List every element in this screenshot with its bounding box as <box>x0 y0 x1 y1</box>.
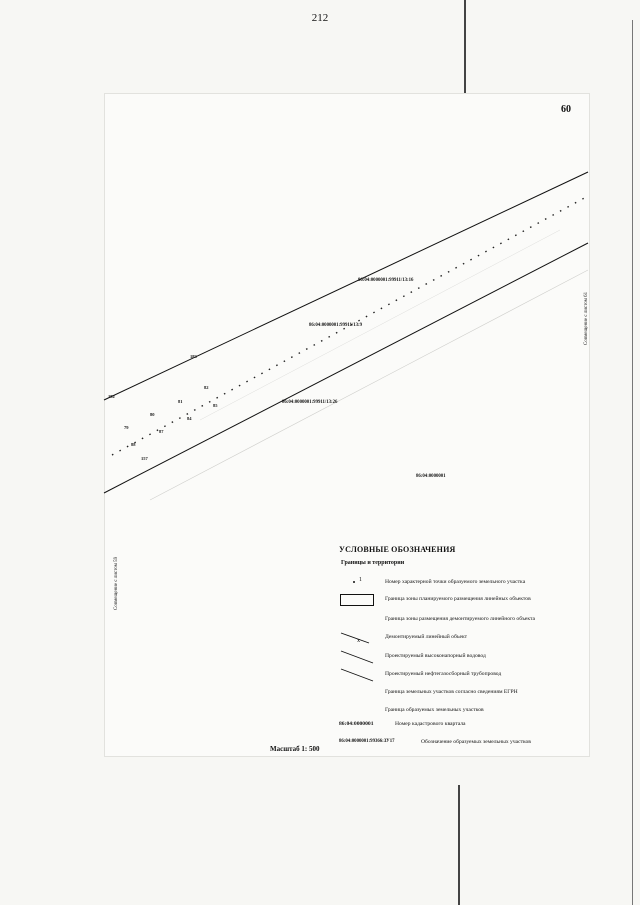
legend-item-label: Граница земельных участков согласно сведениям ЕГРН <box>385 689 518 695</box>
legend-item <box>339 703 579 719</box>
legend-item <box>339 721 579 737</box>
legend-title: УСЛОВНЫЕ ОБОЗНАЧЕНИЯ <box>339 545 456 554</box>
point-label: 182 <box>108 394 115 399</box>
legend-item-label: Граница образуемых земельных участков <box>385 707 484 713</box>
point-label: 80 <box>150 412 155 417</box>
svg-text:x: x <box>357 638 360 644</box>
cadastral-label: 86:04:0000001:99911/13:9 <box>309 323 363 328</box>
page-number: 212 <box>311 12 329 24</box>
point-label: 85 <box>213 403 218 408</box>
legend-item <box>339 630 579 646</box>
legend-item <box>339 649 579 665</box>
point-label: 87 <box>159 429 164 434</box>
point-label: 88 <box>131 442 136 447</box>
rectangle-boundary-icon <box>339 592 377 608</box>
dismantled-line-icon <box>339 630 377 646</box>
faint-parcel-line <box>150 270 588 500</box>
boundary-line-lower <box>104 243 588 493</box>
faint-parcel-line <box>200 230 560 420</box>
legend-item-label: Граница зоны размещения демонтируемого линейного объекта <box>385 616 535 622</box>
projected-line-icon <box>339 649 377 665</box>
legend-item <box>339 575 579 591</box>
legend-item <box>339 592 579 608</box>
legend-item-label: Номер характерной точки образуемого земельного участка <box>385 579 526 585</box>
cadastral-label: 86:04:0000001:99911/13:16 <box>358 278 414 283</box>
side-note-right: Совмещение с листом 61 <box>584 291 589 345</box>
sheet-number: 60 <box>561 104 571 115</box>
scale-label: Масштаб 1: 500 <box>270 745 320 753</box>
cadastral-block-label: 86:04:0000001 <box>416 474 446 479</box>
legend-item-label: Обозначение образуемых земельных участков <box>421 739 531 745</box>
legend-subtitle: Границы и территории <box>341 560 405 566</box>
legend-item <box>339 612 579 628</box>
legend <box>339 545 579 750</box>
legend-item-label: Граница зоны планируемого размещения линейных объектов <box>385 596 531 602</box>
legend-point-sample: 1 <box>359 577 362 583</box>
point-label: 79 <box>124 425 129 430</box>
cadastral-label: 86:04:0000001:99911/13:26 <box>282 400 338 405</box>
legend-item <box>339 685 579 701</box>
point-label: 157 <box>141 456 148 461</box>
boundary-line-upper <box>104 172 588 400</box>
point-number-icon <box>339 575 377 591</box>
legend-item-label: Проектируемый нефтегазосборный трубопровод <box>385 671 502 677</box>
projected-line-icon <box>339 667 377 683</box>
legend-item <box>339 667 579 683</box>
legend-item-label: Проектируемый высоконапорный водовод <box>385 653 486 659</box>
legend-item-label: Демонтируемый линейный объект <box>385 634 468 640</box>
point-label: 183 <box>190 354 197 359</box>
point-label: 81 <box>178 399 183 404</box>
side-note-left: Совмещение с листом 59 <box>114 556 119 610</box>
point-label: 84 <box>187 416 192 421</box>
legend-item <box>339 739 579 755</box>
legend-item-label: Номер кадастрового квартала <box>395 721 466 727</box>
point-label: 82 <box>204 385 209 390</box>
legend-parcel-sample: 86:04:0000001:99366:ЗУ17 <box>339 739 395 744</box>
legend-cadastral-block-sample: 86:04:0000001 <box>339 721 374 727</box>
